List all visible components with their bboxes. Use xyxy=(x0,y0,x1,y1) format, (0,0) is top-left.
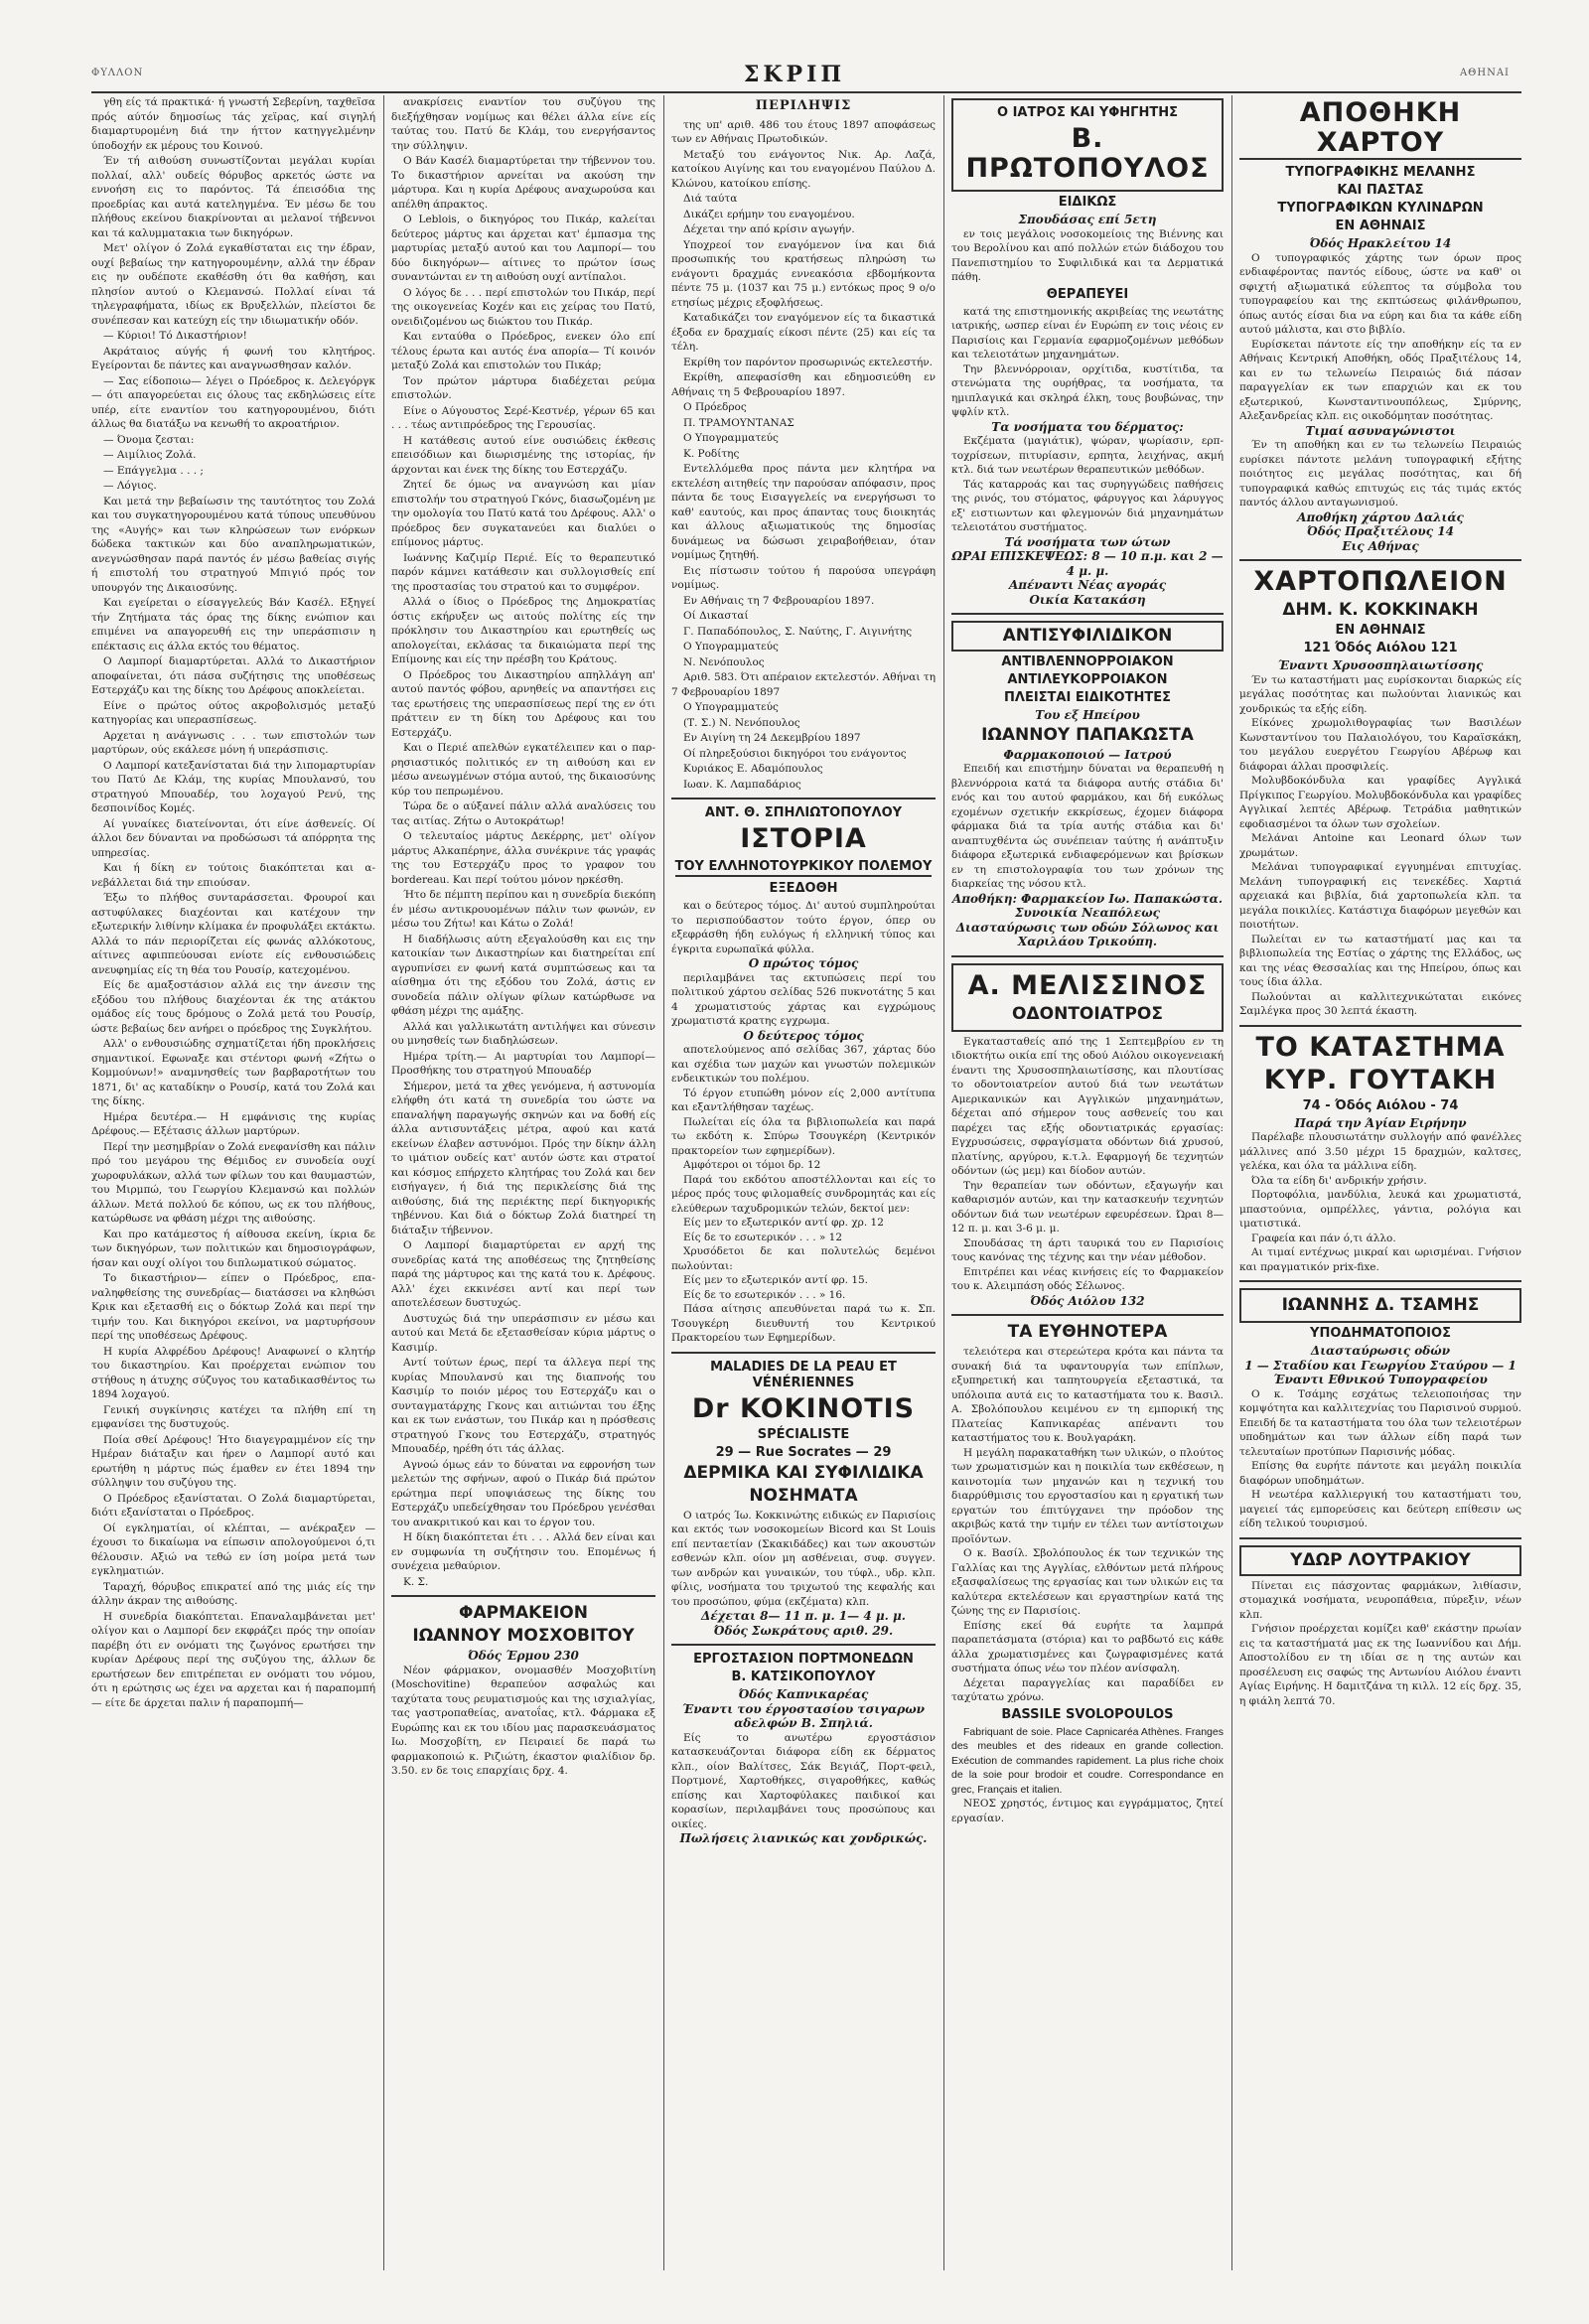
column-divider xyxy=(943,95,944,2270)
court-summary xyxy=(671,118,936,793)
line: ΕΝ ΑΘΗΝΑΙΣ xyxy=(1335,218,1426,233)
column-3 xyxy=(671,95,936,2280)
address: 1 — Σταδίου και Γεωργίου Σταύρου — 1 xyxy=(1244,1358,1517,1373)
paragraph: Οί εγκληματίαι, οί κλέπται, — ανέκραξεν — έχουσι το δικαίωμα να είπωσιν απολογούμενοι ό,τι θέλουσιν. Αξιώ να τεθώ εν ίση μοίρα μετά των εγκληματιών. xyxy=(91,1522,375,1577)
paragraph: Καταδικάζει τον εναγόμενον είς τα δικαστικά έξοδα εν δραχμαίς είκοσι πέντε (25) και είς τα τέλη. xyxy=(671,312,936,353)
paragraph: Τον πρώτον μάρτυρα διαδέχεται ρεύμα επιστολών. xyxy=(391,374,655,401)
ad-name: Β. ΚΑΤΣΙΚΟΠΟΥΛΟΥ xyxy=(731,1670,876,1684)
address-line: 29 — Rue Socrates — 29 xyxy=(715,1444,892,1460)
paragraph: Κ. Σ. xyxy=(403,1575,429,1588)
address: Όδός Αιόλου 132 xyxy=(1030,1293,1145,1308)
body: Την βλεννόρροιαν, ορχίτιδα, κυστίτιδα, τα στενώματα της ουρήθρας, τα νοσήματα, τα ημιπλαγικά και σκληρά έλκη, τους βουβώνας, την ψφλίν κτλ. xyxy=(951,363,1224,418)
body: Επίσης θα ευρήτε πάντοτε και μεγάλη ποικιλία διαφόρων υποδημάτων. xyxy=(1239,1460,1521,1487)
line: Τα νοσήματα του δέρματος: xyxy=(991,419,1184,434)
line: Έναντι Εθνικού Τυπογραφείου xyxy=(1273,1373,1488,1386)
paragraph: Ο λόγος δε . . . περί επιστολών του Πικάρ, περί της οικογενείας Κοχέν και εις χείρας του Πατύ, ονειδιζομένου ως διώκτου του Πικάρ. xyxy=(391,286,655,328)
paragraph: Είνε ο πρώτος ούτος ακροβολισμός μεταξύ κατηγορίας και υπερασπίσεως. xyxy=(91,699,375,726)
line: ΚΑΙ ΠΑΣΤΑΣ xyxy=(1337,183,1424,198)
paragraph: Γενική συγκίνησις κατέχει τα πλήθη επί τη εμφανίσει της δυστυχούς. xyxy=(91,1403,375,1430)
paragraph: Οί Δικασταί xyxy=(683,610,749,622)
column-1 xyxy=(91,95,375,2280)
address: 74 - Όδός Αιόλου - 74 xyxy=(1302,1097,1459,1113)
ad-stationery-kokkinaki xyxy=(1239,567,1521,1019)
paragraph: Ο Πρόεδρος εξανίσταται. Ο Ζολά διαμαρτύρεται, διότι εξανίσταται ο Πρόεδρος. xyxy=(91,1492,375,1519)
address: 121 Όδός Αιόλου 121 xyxy=(1303,641,1458,655)
paragraph: Εν Αθήναις τη 7 Φεβρουαρίου 1897. xyxy=(683,594,875,607)
ad-loutraki-water xyxy=(1239,1545,1521,1709)
paragraph: Κ. Ροδίτης xyxy=(683,447,740,460)
divider xyxy=(1239,1025,1521,1027)
paragraph: Ζητεί δε όμως να αναγνώση και μίαν επιστολήν του στρατηγού Γκόνς, διασωζομένη με την ομολογία του Πατύ κατά του Δρέφους. Αλλ' ο πρόεδρος δεν συγκατανεύει και διαλύει ο επίμονος μάρτυς. xyxy=(391,479,655,548)
body: Είς μεν το εξωτερικόν αντί φρ. 15. xyxy=(683,1274,869,1286)
divider xyxy=(671,798,936,799)
body: Γραφεία και πάν ό,τι άλλο. xyxy=(1251,1232,1396,1244)
paragraph: Ο Λαμπορί κατεξανίσταται διά την λιπομαρτυρίαν του Πατύ Δε Κλάμ, της κυρίας Μπουλανσύ, του στρατηγού Μπουαδέρ, του λοχαγού Ρενύ, της δεσποινίδος Κομές. xyxy=(91,759,375,814)
sub-2: Διασταύρωσις των οδών Σόλωνος και Χαριλάου Τρικούπη. xyxy=(955,920,1220,948)
body: Είς δε το εσωτερικόν . . . » 16. xyxy=(683,1288,846,1301)
sub-address: Έναντι του έργοστασίου τσιγαρων αδελφών Β. Σπηλιά. xyxy=(681,1701,926,1730)
body: Γνήσιον προέρχεται κομίζει καθ' εκάστην πρωίαν εις τα καταστήματά μας εκ της Ιωαννίδου και Δήμ. Αποστολίδου εν τη ιδίαι σε η της αυτών και προσέλευση εις σαφώς της Αντωνίου Αιόλου έναντι Αγίας Ειρήνης. Η δαμιτζάνα τη κιλλ. 12 είς δρχ. 35, η φιάλη λεπτά 70. xyxy=(1239,1623,1521,1707)
paragraph: Είς δε αμαξοστάσιον αλλά εις την άνεσιν της εξόδου του πλήθους διαχέονται έκ της ατάκτου ομάδος είς τους δρόμους ο Ζολά μετά του Ρουσίρ, ώστε βεβαίως δεν ανήρει ο πρόεδρος της Συγκλήτου. xyxy=(91,979,375,1035)
hours: Δέχεται 8— 11 π. μ. 1— 4 μ. μ. xyxy=(701,1609,906,1623)
body: Αι τιμαί εντέχνως μικραί και ωρισμέναι. Γνήσιον και πραγματικόν prix-fixe. xyxy=(1239,1246,1521,1273)
newspaper-title: ΣΚΡΙΠ xyxy=(743,62,846,87)
paragraph: Αλλ' ο ενθουσιώδης σχηματίζεται ήδη προκλήσεις σημαντικοί. Εφωναξε και στέντορι φωνή «Ζήτω ο Κομμούνων!» αναμνησθείς των βαρβαροτήτων του 1871, δι' ας καταδίκην ο Ρουσίρ, κατά του Ζολά και της δίκης. xyxy=(91,1038,375,1107)
body: και ο δεύτερος τόμος. Δι' αυτού συμπληρούται το περισπούδαστον τούτο έργον, όπερ ου εξεφράσθη ήδη ευλόγως ή ελληνική τύπος και έγκριτα ευρωπαϊκά φύλλα. xyxy=(671,900,936,955)
body: Αμφότεροι οι τόμοι δρ. 12 xyxy=(683,1159,821,1171)
line: Ο ΙΑΤΡΟΣ ΚΑΙ ΥΦΗΓΗΤΗΣ xyxy=(997,105,1178,120)
ad-dentist xyxy=(951,963,1224,1309)
name: BASSILE SVOLOPOULOS xyxy=(1001,1706,1174,1722)
paragraph: Ο Πρόεδρος του Δικαστηρίου απηλλάγη απ' αυτού παντός φόβου, αρνηθείς να απαντήσει εις τας ερωτήσεις της υπερασπίσεως περί της εν ότι πράττειν εν τη δίκη του Δρέφους και του Εστερχάζυ. xyxy=(391,668,655,739)
paragraph: — Όνομα ζεσται: xyxy=(103,433,195,446)
line: Τά νοσήματα των ώτων xyxy=(1004,534,1171,549)
body: Πάσα αίτησις απευθύνεται παρά τω κ. Σπ. Τσουγκέρη διευθυντή του Κεντρικού Πρακτορείου των Εφημερίδων. xyxy=(671,1303,936,1344)
address: Απέναντι Νέας αγοράς xyxy=(1009,578,1166,592)
paragraph: Και μετά την βεβαίωσιν της ταυτότητος του Ζολά και του συγκατηγορουμένου κατά τύπους υπευθύνου της «Αυγής» και των κληρώσεων των ενόρκων δώδεκα τακτικών και δύο αναπληρωματικών, ανεγνώσθησαν παρά παντός έν μέσω βαθείας σιγής ή επιστολή του στρατηγού Μπιγιό πρός τον υπουργόν της Δικαιοσύνης. xyxy=(91,495,375,594)
line: Σπουδάσας επί 5ετη xyxy=(1018,213,1157,226)
body: Έν τω καταστήματι μας ευρίσκονται διαρκώς είς μεγάλας ποσότητας και πωλούνται λιανικώς και χονδρικώς τα εξής είδη. xyxy=(1239,673,1521,715)
body: Δέχεται παραγγελίας και παραδίδει εν ταχύτατω χρόνω. xyxy=(951,1676,1224,1703)
divider xyxy=(671,1644,936,1646)
paragraph: Ποία σθεί Δρέφους! Ήτο διαγεγραμμένον είς την Ημέραν διάταξιν και ήρεν ο Λαμπορί αυτό και ερωτήθη η μάρτυς πώς έμαθεν εν έτει 1894 την σύλληψιν του συζύγου της. xyxy=(91,1433,375,1489)
ad-title: ΤΑ ΕΥΘΗΝΟΤΕΡΑ xyxy=(1007,1322,1168,1342)
line: SPÉCIALISTE xyxy=(757,1426,850,1442)
body: Πωλούνται αι καλλιτεχνικώταται εικόνες Σαμλέγκα προς 30 λεπτά έκαστη. xyxy=(1239,990,1521,1017)
tail: Πωλήσεις λιανικώς και χονδρικώς. xyxy=(679,1831,928,1845)
body: Μελάναι Antoine και Leonard όλων των χρωμάτων. xyxy=(1239,832,1521,859)
line: Φαρμακοποιού — Ιατρού xyxy=(1003,747,1172,762)
body: Την θεραπείαν των οδόντων, εξαγωγήν και καθαρισμόν αυτών, και την κατασκευήν τεχνητών οδόντων διά των νεωτέρων εφευρέσεων. Ώραι 8—12 π. μ. και 3-6 μ. μ. xyxy=(951,1179,1224,1235)
paragraph: Εν Αιγίνη τη 24 Δεκεμβρίου 1897 xyxy=(683,732,861,744)
line: ΤΥΠΟΓΡΑΦΙΚΩΝ ΚΥΛΙΝΔΡΩΝ xyxy=(1277,201,1484,216)
line: ΥΠΟΔΗΜΑΤΟΠΟΙΟΣ xyxy=(1310,1326,1451,1341)
body: Είς το ανωτέρω εργοστάσιον κατασκευάζονται διάφορα είδη εκ δέρματος κλπ., οίον Βαλίτσες, Σάκ Βεγιάζ, Πορτ-φειλ, Πορτμονέ, Χαρτοθήκες, σιγαροθήκες, καθώς επίσης και Χαρτοφύλακες παιδικοί και κορασίων, περιλαμβάνει τους προσώπους και οικίες. xyxy=(671,1731,936,1830)
paragraph: Δέχεται την από κρίσιν αγωγήν. xyxy=(683,223,855,235)
volume-2: Ο δεύτερος τόμος xyxy=(743,1028,864,1043)
address: Όδός Ηρακλείτου 14 xyxy=(1309,236,1452,250)
paragraph: Η δίκη διακόπτεται έτι . . . Αλλά δεν είναι και εν συμφωνία τη συζήτησιν του. Επομένως ή συνέχεια μεθαύριον. xyxy=(391,1531,655,1572)
body: Σπουδάσας τη άρτι ταυρικά του εν Παρισίοις τους κανόνας της τέχνης και την νέαν μέθοδον. xyxy=(951,1236,1224,1263)
doctor-name: Β. ΠΡΩΤΟΠΟΥΛΟΣ xyxy=(965,123,1210,184)
body: Πίνεται εις πάσχοντας φαρμάκων, λιθίασιν, στομαχικά νοσήματα, νευροπάθεια, πύρεξιν, νέων κλπ. xyxy=(1239,1579,1521,1621)
line: ΧΑΡΤΟΠΩΛΕΙΟΝ xyxy=(1253,566,1508,597)
masthead-right: ΑΘΗΝΑΙ xyxy=(1459,68,1510,78)
paragraph: Αρχεται η ανάγνωσις . . . των επιστολών των μαρτύρων, ούς εκάλεσε μόνη ή υπεράσπισις. xyxy=(91,729,375,756)
hours: ΩΡΑΙ ΕΠΙΣΚΕΨΕΩΣ: 8 — 10 π.μ. και 2 — 4 μ. μ. xyxy=(951,549,1224,578)
sub: Συνοικία Νεαπόλεως xyxy=(1015,906,1160,920)
ad-history-book xyxy=(671,805,936,1346)
body: Είς μεν το εξωτερικόν αντί φρ. χρ. 12 xyxy=(683,1217,884,1229)
line: ΝΟΣΗΜΑΤΑ xyxy=(749,1485,858,1506)
paragraph: Γ. Παπαδόπουλος, Σ. Ναύτης, Γ. Αιγινήτης xyxy=(683,625,913,638)
column-2 xyxy=(391,95,655,2280)
paragraph: Ο Λαμπορί διαμαρτύρεται εν αρχή της συνεδρίας κατά της αποθέσεως της ζητηθείσης παρά της μάρτυρος και της κατά του κ. Δρέφους. Αλλ' έχει εκκινέσει αντί και περί των αποτελέσεων δυστυχώς. xyxy=(391,1239,655,1309)
body: Επειδή και επιστήμην δύναται να θεραπευθή η βλεννόρροια κατά τα διάφορα αυτής στάδια δι' ενός και του αυτού φαρμάκου, και δή ευκόλως εχομένων σχετικήν εκκρίσεως, έχομεν διάφορα φάρμακα διά τα τρία αυτής στάδια και δι' αναπτυχθέντα ώς συνέπειαν ταύτης ή ανάπτυξιν διάφορα εξωτερικά ενδιαφερόμενων και βρίσκων εν τη επιστολογραφία του των χρόνων της διαρκείας της νόσου κτλ. xyxy=(951,763,1224,890)
top-rule xyxy=(91,91,1521,93)
shop-name: ΙΩΑΝΝΗΣ Δ. ΤΣΑΜΗΣ xyxy=(1281,1295,1480,1315)
paragraph: — Αιμίλιος Ζολά. xyxy=(103,449,197,461)
paragraph: Δικάζει ερήμην του εναγομένου. xyxy=(683,208,855,220)
body: εν τοις μεγάλοις νοσοκομείοις της Βιέννης και του Βερολίνου και από πολλών ετών διάδοχου του Πανεπιστημίου το Συφιλιδικά και τα Δερματικά πάθη. xyxy=(951,227,1224,283)
address: Όδός Καπνικαρέας xyxy=(738,1687,869,1701)
paragraph: Ν. Νενόπουλος xyxy=(683,655,765,668)
body: Εγκατασταθείς από της 1 Σεπτεμβρίου εν τη ιδιοκτήτω οικία επί της οδού Αιόλου οικογενειακή έναντι της Χρυσοσπηλαιωτίσσης, και πλουτίσας το οδοντοιατρείον αυτού διά των νεωτάτων Αμερικανικών και Αγγλικών μηχανημάτων, δέχεται από σήμερον τους ασθενείς του και παρέχει τας εξής οδοντιατρικάς εργασίας: Εγχρυσώσεις, σφραγίσματα οδόντων διά χρυσού, πλατίνης, αργύρου, κ.τ.λ. Εφαρμογή δε τεχνητών οδόντων (ώς μεμ) και δίοδον αυτών. xyxy=(951,1035,1224,1177)
body: Η νεωτέρα καλλιεργική του καταστήματι του, μαγειεί τάς εμπορεύσεις και δεύτερη επίθεσιν ως είδη τελικού τουρισμού. xyxy=(1239,1489,1521,1529)
ad-cheapest xyxy=(951,1322,1224,1825)
paragraph: Διά ταύτα xyxy=(683,193,738,205)
body: Είς δε το εσωτερικόν . . . » 12 xyxy=(683,1231,843,1243)
column-4 xyxy=(951,95,1224,2280)
paragraph: Δυστυχώς διά την υπεράσπισιν εν μέσω και αυτού και Μετά δε εξετασθείσαν κύρια μάρτυς ο Κασιμίρ. xyxy=(391,1312,655,1354)
paragraph: Και ενταύθα ο Πρόεδρος, ενεκεν όλο επί τέλους έρωτα και αυτός ένα απορία— Τί κοινόν μεταξύ Ζολά και επιστολών του Πικάρ; xyxy=(391,331,655,371)
book-subtitle: ΤΟΥ ΕΛΛΗΝΟΤΟΥΡΚΙΚΟΥ ΠΟΛΕΜΟΥ xyxy=(675,859,933,877)
paragraph: Και ή δίκη εν τούτοις διακόπτεται και ανεβάλλεται διά την επιούσαν. xyxy=(91,862,375,889)
line: ΕΝ ΑΘΗΝΑΙΣ xyxy=(1335,623,1426,638)
body: Ο τυπογραφικός χάρτης των όρων προς ενδιαφέροντας παντός είδους, ώστε να καθ' οι σφιχτή αξιωματικά εύλεπτος τα σύμβολα του τυπογραφείου και της εκπτώσεως φιλάνθρωπου, όπως αυτός είσαι δια να εύρη και δια τα κάθε είδη αυτού μάλιστα, και στο βιβλίο. xyxy=(1239,251,1521,336)
paragraph: Μεταξύ του ενάγοντος Νικ. Αρ. Λαζά, κατοίκου Αιγίνης και του εναγομένου Παύλου Δ. Κλώνου, κατοίκου επίσης. xyxy=(671,148,936,190)
paragraph: Ο Λαμπορί διαμαρτύρεται. Αλλά το Δικαστήριον αποφαίνεται, ότι πάσα συζήτησις της υποθέσεως Εστερχάζυ και της δίκης του Δρέφους αποκλείεται. xyxy=(91,655,375,696)
line: Του εξ Ηπείρου xyxy=(1035,708,1140,722)
paragraph: — Κύριοι! Τό Δικαστήριον! xyxy=(103,330,247,342)
paragraph: Αγνοώ όμως εάν το δύναται να εφρονήση των μελετών της σφήνων, αφού ο Πικάρ διά πρώτον ερώτημα περί υποψιάσεως της δίκης του Εστερχάζυ υπεδείχθησαν του Πρόεδρου γενέσθαι του ανακριτικού και και το έργον του. xyxy=(391,1458,655,1528)
paragraph: Αριθ. 583. Ότι απέραιον εκτελεστόν. Αθήναι τη 7 Φεβρουαρίου 1897 xyxy=(671,671,936,698)
body: Ο κ. Βασίλ. Σβολόπουλος έκ των τεχνικών της Γαλλίας και της Αγγλίας, ελθόντων μετά πλήρους εξασφαλίσεως της εργασίας και των υλικών εις τα καλύτερα εκτελέσεων και εργαστηρίων κατά της ζώνης της εν Παρισίοις. xyxy=(951,1547,1224,1617)
line: ΟΔΟΝΤΟΙΑΤΡΟΣ xyxy=(1012,1003,1163,1024)
paragraph: (Τ. Σ.) Ν. Νενόπουλος xyxy=(683,716,800,729)
divider xyxy=(1239,1280,1521,1282)
author: ΑΝΤ. Θ. ΣΠΗΛΙΩΤΟΠΟΥΛΟΥ xyxy=(704,805,903,820)
paragraph: Π. ΤΡΑΜΟΥΝΤΑΝΑΣ xyxy=(683,416,794,429)
line: ΑΝΤΙΣΥΦΙΛΙΔΙΚΟΝ xyxy=(951,621,1224,652)
paragraph: γθη είς τά πρακτικά· ή γνωστή Σεβερίνη, ταχθεϊσα πρός αύτόν δημοσίως τάς χεϊρας, καί σιγηλή διαμαρτυρομένη διά την ήττον κατηγγελμένην ύποδοχήν εκ μέρους του Κοινού. xyxy=(91,96,375,152)
body: Παρά του εκδότου αποστέλλονται και είς το μέρος πρός τους φιλομαθείς συνδρομητάς και είς ελεύθερων ταχυδρομικών τελών, δεκτοί μεν: xyxy=(671,1173,936,1215)
line: ΔΕΡΜΙΚΑ ΚΑΙ ΣΥΦΙΛΙΔΙΚΑ xyxy=(683,1462,924,1483)
shop-name: ΔΗΜ. Κ. ΚΟΚΚΙΝΑΚΗ xyxy=(1282,600,1479,620)
ad-dr-kokinotis xyxy=(671,1360,936,1639)
paragraph: Εκρίθη τον παρόντον προσωρινώς εκτελεστήν. xyxy=(683,356,933,368)
paragraph: Ημέρα τρίτη.— Αι μαρτυρίαι του Λαμπορί— Προσθήκης του στρατηγού Μπουαδέρ xyxy=(391,1050,655,1077)
paragraph: Σήμερον, μετά τα χθες γενόμενα, ή αστυνομία ελήφθη ότι κατά τη συνεδρία του ώστε να επαναλήψη παραγωγής σκηνών και να δοθή είς άλλα αντισυντάξεις μέτρα, αφού και κατά εκείνων έλαβεν αστυνόμοι. Πρός την δίκην άλλη το ιμάτιον ουδείς κατ' αυτόν ώστε και στρατοί και κόσμος επήρχετο κλητήρας του Ζολά και δεν εισήγαγεν, ή διά της περικλείσης διά της αιθούσης, διά της περιέκτης περί δικηγορικής τηβέννου. Και διά ο δόκτωρ Ζολά διατηρεί τη διάταξιν τήβεννον. xyxy=(391,1080,655,1236)
divider xyxy=(951,955,1224,957)
line: MALADIES DE LA PEAU ET VÉNÉRIENNES xyxy=(710,1359,897,1390)
body: Ευρίσκεται πάντοτε είς την αποθήκην είς τα εν Αθήναις Κεντρική Αποθήκη, οδός Πραξιτέλους 14, και εν τω τελωνείω Πειραιώς διά πάσαν παραγγελίαν εκ των επαρχιών και εκ του εξωτερικού, Κωνσταντινουπόλεως, Σμύρνης, Αλεξανδρείας κλπ. εις οικοδόμηταν ποσότητας. xyxy=(1239,338,1521,422)
body: Έν τη αποθήκη και εν τω τελωνείω Πειραιώς ευρίσκει πάντοτε μελάνη τυπογραφική εξήτης ποιότητος εις μεγάλας ποσότητας, και δή τυπογραφικά καθώς επιτυχώς εις τάς τιμάς εκτός παντός άλλου ανταγωνισμού. xyxy=(1239,439,1521,508)
divider xyxy=(671,1352,936,1354)
address-2: Οικία Κατακάση xyxy=(1029,592,1146,607)
paragraph: Ιωαν. Κ. Λαμπαδάριος xyxy=(683,778,801,791)
column-divider xyxy=(383,95,384,2270)
ad-title: ΦΑΡΜΑΚΕΙΟΝ xyxy=(459,1603,588,1623)
paragraph: Εκρίθη, απεφασίσθη και εδημοσιεύθη εν Αθήναις τη 5 Φεβρουαρίου 1897. xyxy=(671,371,936,398)
divider xyxy=(951,1314,1224,1316)
body: Μολυβδοκόνδυλα και γραφίδες Αγγλικά Πρίγκιπος Γεωργίου. Μολυβδοκόνδυλα και γραφίδες Αγγλικαί λεπτές Αβέρωφ. Τετράδια μαθητικών εφοδιασμένοι τα όλων των σχολείων. xyxy=(1239,775,1521,830)
dentist-name: Α. ΜΕΛΙΣΣΙΝΟΣ xyxy=(967,969,1208,1001)
address-2: Όδός Πραξιτέλους 14 xyxy=(1307,524,1454,538)
body: περιλαμβάνει τας εκτυπώσεις περί του πολιτικού χάρτου σελίδας 526 πυκνοτάτης 5 και 4 χρωματιστούς χάρτας και εγχρώμους χρωματιστά κρατης εγχρωμα. xyxy=(671,971,936,1027)
masthead-left: ΦΥΛΛΟΝ xyxy=(91,68,144,78)
line: Έναντι Χρυσοσπηλαιωτίσσης xyxy=(1277,658,1484,672)
line: ΘΕΡΑΠΕΥΕΙ xyxy=(1046,286,1129,302)
body: Τάς καταρροάς και τας συρηγγώδεις παθήσεις της ρινός, του στόματος, φάρυγγος και λάρυγγος εξ' ειστιωντων και φλεγμονών διά μηχανημάτων τελειοτάτου συστήματος. xyxy=(951,478,1224,533)
ad-antisyphilitic xyxy=(951,621,1224,949)
line: ΙΩΑΝΝΟΥ ΠΑΠΑΚΩΣΤΑ xyxy=(981,724,1194,745)
volume-1: Ο πρώτος τόμος xyxy=(748,956,859,970)
column-5 xyxy=(1239,95,1521,2280)
paragraph: Οί πληρεξούσιοι δικηγόροι του ενάγοντος xyxy=(683,747,907,760)
line: Τιμαί ασυναγώνιστοι xyxy=(1305,423,1456,438)
ad-body: Νέον φάρμακον, ονομασθέν Μοσχοβιτίνη (Moschovitine) θεραπεύον ασφαλώς και ταχύτατα τους ρευματισμούς και της ισχιαλγίας, τας γαστροπαθείας, ανατοΐας, κτλ. Φάρμακα εξ Ευρώπης και εκ του ιδίου μας παρασκευάσματος Ιω. Μοσχοβίτη, εν Πειραιεί δε παρά τω φαρμακοποιώ κ. Ριζιώτη, έκαστον φιαλίδιον δρ. 3.50. εν δε τοις επαρχίαις δρχ. 4. xyxy=(391,1664,655,1777)
body: κατά της επιστημονικής ακριβείας της νεωτάτης ιατρικής, ωσπερ είναι έν Ευρώπη εν τοις νέοις εν Παρισίοις και Γερμανία εφαρμοζομένων μεθόδων και τελειοτάτων μηχανημάτων. xyxy=(951,305,1224,361)
paragraph: ανακρίσεις εναντίον του συζύγου της διεξήχθησαν νομίμως και θέλει άλλα είνε είς ταύτας του. Πατύ δε Κλάμ, του ενεργήσαντος την σύλληψιν. xyxy=(391,96,655,152)
paragraph: Περί την μεσημβρίαν ο Ζολά ενεφανίσθη και πάλιν πρό του μεγάρου της Θέμιδος εν συνοδεία ουχί χωροφυλάκων, αλλά των φίλων του και θαυμαστών, του Μιρμπώ, του Γεωργίου Κλεμανσώ και πολλών άλλων. Μετά πολλού δε κόπου, ως εκ του πλήθους, κατώρθωσε να φθάση μέχρι της αιθούσης. xyxy=(91,1140,375,1225)
body: αποτελούμενος από σελίδας 367, χάρτας δύο και σχέδια των μαχών και γνωστών πολεμικών ενδεικτικών του πολέμου. xyxy=(671,1044,936,1085)
paragraph: Ο τελευταίος μάρτυς Δεκέρρης, μετ' ολίγον μάρτυς Αλκαπέρηνε, άλλα συνέκρινε τάς γραφάς της του Εστερχάζυ προς το γραφον του bordereau. Και περί τούτου μόνον ηρκέσθη. xyxy=(391,830,655,886)
paragraph: Η κατάθεσις αυτού είνε ουσιώδεις έκθεσις επεισόδιων και διωρισμένης της ιστορίας, ήν άρχονται και ένεκ της δίκης του Εστερχάζυ. xyxy=(391,434,655,476)
paragraph: Το δικαστήριον— είπεν ο Πρόεδρος, επαναληφθείσης της συνεδρίας— διατάσσει να κληθώσι Κρικ και εξετασθή εις ο δόκτωρ Ζολά και περί την τιμήν του. Και δικηγόροι εκείνοι, να μαρτυρήσουν περί της υποθέσεως Δρέφους. xyxy=(91,1272,375,1342)
paragraph: Είνε ο Αύγουστος Σερέ-Κεστνέρ, γέρων 65 και . . . τέως αντιπρόεδρος της Γερουσίας. xyxy=(391,404,655,431)
paragraph: Εντελλόμεθα προς πάντα μεν κλητήρα να εκτελέση αιτηθείς την παρούσαν απόφασιν, προς πάντα δε τους Εισαγγελείς να ενεργήσωσι το καθ' εαυτούς, και προς άπαντας τους διοικητάς και άλλους αξιωματικούς της δημοσίας δυνάμεως να δώσωσι χειραβοήθειαν, όταν νομίμως ζητηθή. xyxy=(671,463,936,561)
body: Παρέλαβε πλουσιωτάτην συλλογήν από φανέλλες μάλλινες από 3.50 μέχρι 15 δραχμών, καλτσες, γελέκα, και όλα τα μάλλινα είδη. xyxy=(1239,1131,1521,1172)
ad-goutaki-store xyxy=(1239,1033,1521,1275)
paragraph: Ο Leblois, ο δικηγόρος του Πικάρ, καλείται δεύτερος μάρτυς και άρχεται κατ' έμπασμα της μαρτυρίας μεταξύ αυτού και του Λαμπορί— του δύο δικηγόρων— αίτινες το πρώτον ίσως συναντώνται εν τη αιθούση ουχί αντίπαλοι. xyxy=(391,214,655,283)
ad-address: Όδός Έρμου 230 xyxy=(468,1649,579,1663)
divider xyxy=(1239,559,1521,561)
paragraph: Και ο Περιέ απελθών εγκατέλειπεν και ο παρρησιαστικός πολιτικός εν τη αιθούση και εν μέσω ανεωγμένων στόμα αυτού, της δικαιοσύνης κύρ του πεπρωμένου. xyxy=(391,742,655,798)
ad-paper-warehouse xyxy=(1239,95,1521,553)
line: ΑΝΤΙΛΕΥΚΟΡΡΟΙΑΚΟΝ xyxy=(1007,672,1168,687)
line: ΤΥΠΟΓΡΑΦΙΚΗΣ ΜΕΛΑΝΗΣ xyxy=(1285,165,1476,180)
doctor-name: Dr KOKINOTIS xyxy=(691,1392,916,1424)
line: ΑΝΤΙΒΛΕΝΝΟΡΡΟΙΑΚΟΝ xyxy=(1001,654,1174,669)
article-continuation xyxy=(391,95,655,1589)
paragraph: — Επάγγελμα . . . ; xyxy=(103,464,204,477)
paragraph: Ο Βάν Κασέλ διαμαρτύρεται την τήβεννον του. Το δικαστήριον αρνείται να ακούση την μάρτυρα. Και η κυρία Δρέφους αναχωρούσα και απέλθη άπρακτος. xyxy=(391,155,655,211)
body: Μελάναι τυπογραφικαί εγγυημέναι επιτυχίας. Μελάνη τυπογραφική εις τενεκέδες. Χαρτιά αρχειακά και βιβλία, διά χαρτοπωλεία κλπ. τα μεγάλα ποικιλίες. Κατάστιχα διαφόρων μεγεθών και ποιοτήτων. xyxy=(1239,861,1521,931)
paragraph: Η διαδήλωσις αύτη εξεγαλούσθη και εις την κατοικίαν των Δικαστηρίων και διατηρείται επί αγρυπνίσει εν φωνή κατά συμπτώσεως και τα αίσθημα ότι της εξόδου του Ζολά, άστις εν συνοδεία πάλιν ολίγων φίλων κατώρθωσε να φθάση μέχρι της αμάξης. xyxy=(391,933,655,1017)
line: ΕΙΔΙΚΩΣ xyxy=(1058,195,1117,210)
line: ΤΟ ΚΑΤΑΣΤΗΜΑ xyxy=(1255,1031,1506,1063)
paragraph: Τώρα δε ο αύξανεί πάλιν αλλά αναλύσεις του τας αιτίας. Ζήτω ο Αυτοκράτωρ! xyxy=(391,800,655,827)
body: Είκόνες χρωμολιθογραφίας των Βασιλέων Κωνσταντίνου του Παλαιολόγου, του Καραϊσκάκη, του μεγάλου ευεργέτου Γεωργίου Αβέρωφ και διάφοραι άλλαι προσφιλείς. xyxy=(1239,717,1521,773)
column-divider xyxy=(663,95,664,2270)
paragraph: Ο Υπογραμματεύς xyxy=(683,701,779,713)
address-3: Εις Αθήνας xyxy=(1342,538,1419,553)
paragraph: Αί γυναίκες διατείνονται, ότι είνε άσθενείς. Οί άλλοι δεν δύνανται να προδώσωσι τά απόρρητα της υπηρεσίας. xyxy=(91,817,375,859)
body: Πορτοφόλια, μανδύλια, λευκά και χρωματιστά, μπαστούνια, ομπρέλλες, γάντια, ρολόγια και ιματιστικά. xyxy=(1239,1189,1521,1230)
body: Επίσης εκεί θά ευρήτε τα λαμπρά παραπετάσματα (στόρια) και το ραβδωτό εις κάθε άλλα χρωματισμένες και ζωγραφισμένες κατά συστήματα όπως νέω τον πλέον ανίσφαλη. xyxy=(951,1619,1224,1674)
paragraph: Ιωάννης Καζιμίρ Περιέ. Είς το θεραπευτικό παρόν κάμνει κατάθεσιν και συλλογισθείς επί της προστασίας του στρατού και το συμφέρον. xyxy=(391,551,655,593)
shop-name: ΚΥΡ. ΓΟΥΤΑΚΗ xyxy=(1263,1064,1498,1095)
paragraph: Εις πίστωσιν τούτου ή παρούσα υπεγράφη νομίμως. xyxy=(671,564,936,591)
body: Ο ιατρός Ίω. Κοκκινώτης ειδικώς εν Παρισίοις και εκτός των νοσοκομείων Bicord και St Louis επί πενταετίαν (Σκακιδάδες) και των ακουστών εσθενών κλπ. οίον μη ασθένειαι, συφ. συγγεν. των ανδρών και γυναικών, του τύφλ., υδρ. κλπ. φίλις, νοσήματα του τριχωτού της κεφαλής και του προσώπου, φύμα (εκζέματα) κλπ. xyxy=(671,1509,936,1608)
section-heading: ΠΕΡΙΛΗΨΙΣ xyxy=(755,98,852,113)
paragraph: Ήτο δε πέμπτη περίπου και η συνεδρία διεκόπη έν μέσω αντικρουομένων πάλιν των φωνών, εν μέσω του Ζήτω! και Κάτω ο Ζολά! xyxy=(391,889,655,930)
ad-title: ΕΡΓΟΣΤΑΣΙΟΝ ΠΟΡΤΜΟΝΕΔΩΝ xyxy=(693,1652,914,1667)
paragraph: Ο Υπογραμματεύς xyxy=(683,432,779,444)
ad-pharmacy-moschovitou xyxy=(391,1603,655,1779)
body: Πωλείται είς όλα τα βιβλιοπωλεία και παρά τω εκδότη κ. Σπύρω Τσουγκέρη (Κεντρικόν πρακτορείον των εφημερίδων). xyxy=(671,1115,936,1157)
line: Διασταύρωσις οδών xyxy=(1310,1344,1451,1358)
ad-tsamis-shoemaker xyxy=(1239,1288,1521,1531)
paragraph: Αλλά και γαλλικωτάτη αντιλήψει και σύνεσιν ου μνησθείς των διαδηλώσεων. xyxy=(391,1020,655,1047)
paragraph: Και εγείρεται ο είσαγγελεύς Βάν Κασέλ. Εξηγεί τήν Ζητήματα τάς όρας της δίκης ενώπιον και επιμένει να απαγορευθή εις την υπεράσπισιν η επέκτασις εις άλλα εκτός του θέματος. xyxy=(91,597,375,653)
line: Παρά την Άγίαν Ειρήνην xyxy=(1294,1115,1467,1130)
sales: Αποθήκη: Φαρμακείον Ιω. Παπακώστα. xyxy=(951,891,1224,906)
paragraph: Κυριάκος Ε. Αδαμόπουλος xyxy=(683,763,823,775)
ad-wallet-factory xyxy=(671,1652,936,1846)
body: Όλα τα είδη δι' ανδρικήν χρήσιν. xyxy=(1251,1174,1427,1187)
tail: ΝΕΟΣ χρηστός, έντιμος και εγγράμματος, ζητεί εργασίαν. xyxy=(951,1798,1224,1824)
edition: ΕΞΕΔΟΘΗ xyxy=(769,881,838,896)
column-divider xyxy=(1231,95,1232,2270)
divider xyxy=(1239,1537,1521,1539)
body: Τό έργον ετυπώθη μόνον είς 2,000 αντίτυπα και εξαντλήθησαν ταχέως. xyxy=(671,1087,936,1113)
paragraph: Υποχρεοί τον εναγόμενον ίνα και διά προσωπικής του κρατήσεως πληρώση τω ενάγοντι δραχμάς εννεακόσια εβδομήκοντα πέντε 75 μ. (1037 και 75 μ.) εντόκως προς 9 ο/ο ετησίως μέχρις εξοφλήσεως. xyxy=(671,238,936,309)
line: ΑΠΟΘΗΚΗ ΧΑΡΤΟΥ xyxy=(1239,98,1521,160)
paragraph: — Σας είδοποιω— λέγει ο Πρόεδρος κ. Δελεγόργκ— ότι απαγορεύεται εις όλους τας εκδηλώσεις είτε υπέρ, είτε εναντίον του κατηγορουμένου, διότι άλλως θα διατάξω να κενωθή το ακροατήριον. xyxy=(91,374,375,430)
paragraph: Έξω το πλήθος συνταράσσεται. Φρουροί και αστυφύλακες διαχέονται και κατέχουν την εξωτερικήν λιθίνην κλίμακα έν προφυλάξει εκτάκτω. Αλλά το πάν περιορίζεται είς φωνάς αλλόκοτους, αίτινες αφιππεύουσαι ενίοτε είς ενθουσιώδεις ανευφημίας είς τη θέα του Ρουσίρ, κατεχομένου. xyxy=(91,892,375,976)
ad-title: ΥΔΩΡ ΛΟΥΤΡΑΚΙΟΥ xyxy=(1239,1545,1521,1576)
divider xyxy=(391,1595,655,1597)
paragraph: Ο Υπογραμματεύς xyxy=(683,641,779,653)
paragraph: Αντί τούτων έρως, περί τα άλλεγα περί της κυρίας Μπουλανσύ και της διαπνοής του Κασιμίρ το ποιόν μέρος του Εστερχάζυ και ο συνταγματάρχης Γκονς και αιτιώνται του έξης και εκ των ενάστων, του Πικάρ και η πρόσθεσις στρατηγού Γκονς του Εστερχάζυ, στρατηγός Μπουαδέρ, ηρέθη ότι τάς άλλας. xyxy=(391,1357,655,1455)
body: Χρυσόδετοι δε και πολυτελώς δεμένοι πωλούνται: xyxy=(671,1245,936,1272)
body: Η μεγάλη παρακαταθήκη των υλικών, ο πλούτος των χρωματισμών και η ποικιλία των εκθέσεων, η καινοτομία των μηχανών και η τεχνική του διαρρύθμισις του εργοστασίου και η εργατική των εργατών του έπιτύγχανει την πρόοδον της ακριβώς κατά την τιμήν εν τέλει των αντίστοιχων προϊόντων. xyxy=(951,1446,1224,1545)
paragraph: Αλλά ο ίδιος ο Πρόεδρος της Δημοκρατίας όστις εκήρυξεν ως αιτούς πολίτης είς την πρόκλησιν του Δικαστηρίου και ερωτηθείς ως απολογείται, εκλάσας τα δικαιώματα περί της Επίμονης και είς την πρέσβη του Κράτους. xyxy=(391,596,655,665)
line: ΠΛΕΙΣΤΑΙ ΕΙΔΙΚΟΤΗΤΕΣ xyxy=(1004,690,1171,705)
ad-name: ΙΩΑΝΝΟΥ ΜΟΣΧΟΒΙΤΟΥ xyxy=(412,1626,635,1646)
body: τελειότερα και στερεώτερα κρότα και πάντα τα συνακή διά τα υφαντουργία των επίπλων, εξυπηρετική και ταπητουργεία εξεταστικά, τα υπόλοιπα αυτά εις το καταστήματα του κ. Βασιλ. Α. Σβολόπουλου κειμένου εν τη εμπορική της Πλατείας Καπνικαρέας απέναντι του καταστήματος του κ. Βουλγαράκη. xyxy=(951,1346,1224,1444)
paragraph: Έν τή αιθούση συνωστίζονται μεγάλαι κυρίαι πολλαί, αλλ' ουδείς θόρυβος αρκετός ώστε να εννοήση εις το παρόντος. Τά έπεισόδια της προεδρίας και αυτά κατεληγμένα. Έν μέσω δε του πλήθους εκείνου διακρίνονται αι μελανοί τήβεννοι και τά καλυμματακια των δικηγόρων. xyxy=(91,155,375,239)
body-fr: Fabriquant de soie. Place Capnicaréa Athènes. Franges des meubles et des rideaux en grande collection. Exécution de commandes rapidement. La plus riche choix de la soie pour brodoir et coudre. Correspondance en grec, Français et italien. xyxy=(951,1725,1224,1796)
paragraph: Ο Πρόεδρος xyxy=(683,401,747,413)
body: Ο κ. Τσάμης εσχάτως τελειοποιήσας την κομψότητα και καλλιτεχνίας του Παρισινού συρμού. Επειδή δε τα καταστήματα του όλα των τελειοτέρων υποδημάτων και των άλλων είδη παρά των τελευταίων προτύπων Παρισινής μόδας. xyxy=(1239,1387,1521,1458)
paragraph: Μετ' ολίγον ό Ζολά εγκαθίσταται εις την έδραν, ουχί βεβαίως την κατηγορουμένην, αλλά την έδραν εις ην ουδέποτε εκαθέσθη ότι θα καθήση, και πλησίον αυτού ο Κλεμανσώ. Πολλαί είναι τά τηλεγραφήματα, ιδίως εκ Βρυξελλών, πλείστοι δε συνέπεσαν και κατεύχη είς την ιδιωματικήν οδόν. xyxy=(91,242,375,327)
paragraph: Η κυρία Αλφρέδου Δρέφους! Αναφωνεί ο κλητήρ του δικαστηρίου. Και προέρχεται ενώπιον του στήθους η άτυχης σύζυγος του καταδικασθέντος τω 1894 λοχαγού. xyxy=(91,1345,375,1400)
ad-doctor-protopoulos xyxy=(951,98,1224,607)
book-title: ΙΣΤΟΡΙΑ xyxy=(740,823,867,854)
paragraph: της υπ' αριθ. 486 του έτους 1897 αποφάσεως των εν Αθήναις Πρωτοδικών. xyxy=(671,118,936,145)
body: Πωλείται εν τω καταστήματί μας και τα βιβλιοπωλεία της Εστίας ο χάρτης της Ελλάδος, ως και της νέας Θεσσαλίας και της Ηπείρου, όπως και τους ίδια άλλα. xyxy=(1239,933,1521,988)
paragraph: Ημέρα δευτέρα.— Η εμφάνισις της κυρίας Δρέφους.— Εξέτασις άλλων μαρτύρων. xyxy=(91,1110,375,1137)
divider xyxy=(951,613,1224,615)
paragraph: Ακράταιος αύγής ή φωνή του κλητήρος. Εγείρονται δε πάντες και αναγνωσθησαν καλόν. xyxy=(91,345,375,371)
masthead xyxy=(0,62,1589,87)
paragraph: — Λόγιος. xyxy=(103,480,157,492)
paragraph: Ταραχή, θόρυβος επικρατεί από της μιάς είς την άλλην άκραν της αιθούσης. xyxy=(91,1580,375,1607)
body: Εκζέματα (μαγιάτικ), ψώραν, ψωρίασιν, ερπτοχρίσεων, πιτυρίασιν, ερπητα, λειχήνας, ακμή κτλ. διά των νεωτέρων θεραπευτικών μεθόδων. xyxy=(951,435,1224,476)
paragraph: Και προ κατάμεστος ή αίθουσα εκείνη, ίκρια δε των δικηγόρων, των πολιτικών και δημοσιογράφων, ήσαν και ουχί ολίγοι του διπλωματικού σώματος. xyxy=(91,1228,375,1269)
paragraph: Η συνεδρία διακόπτεται. Επαναλαμβάνεται μετ' ολίγον και ο Λαμπορί δεν εκφράζει πρός την οποίαν παρέβη ότι εν ονόματι της ζωγόνος ερωτήσει την κυρίαν Δρέφους περί της συζύγου της, άλλων δε ερωτήσεων δεν επιτρέπεται εν ονόματι του νόμου, ότι η ερώτησις ως έχει να αρχεται και ή παραπομπή— είτε δε άρχεται παλιν ή παραπομπή— xyxy=(91,1610,375,1709)
address: Αποθήκη χάρτου Δαλιάς xyxy=(1297,509,1464,524)
body: Επιτρέπει και νέας κινήσεις είς το Φαρμακείον του κ. Αλειμπάση οδός Σέλωνος. xyxy=(951,1265,1224,1292)
address: Όδός Σωκράτους αριθ. 29. xyxy=(713,1623,894,1638)
